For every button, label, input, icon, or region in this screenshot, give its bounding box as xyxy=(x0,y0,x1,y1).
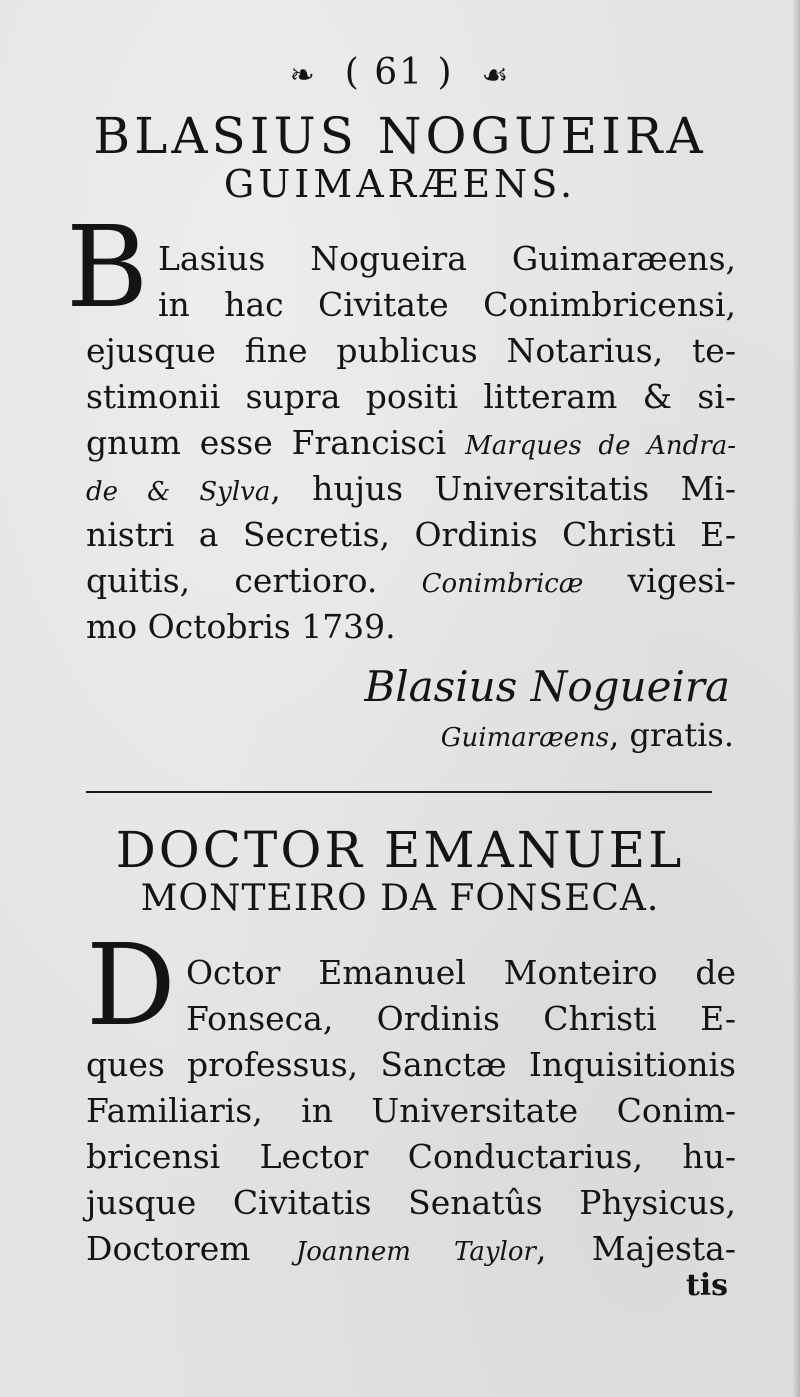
entry2-line-7: Doctorem Joannem Taylor, Majesta- xyxy=(86,1229,736,1268)
entry1-signature-line2: Guimaræens, gratis. xyxy=(440,716,734,754)
entry2-body xyxy=(86,950,736,1272)
entry1-line-1: Lasius Nogueira Guimaræens, xyxy=(158,239,736,278)
fleuron-right-icon: ☙ xyxy=(481,57,511,93)
entry1-line-8: quitis, certioro. Conimbricæ vigesi- xyxy=(86,561,736,600)
entry1-title-line2: GUIMARÆENS. xyxy=(223,162,577,206)
entry1-line-7: nistri a Secretis, Ordinis Christi E- xyxy=(86,515,736,554)
page-edge-shadow xyxy=(792,0,800,1397)
fleuron-left-icon: ❧ xyxy=(289,57,317,93)
entry1-line-4: stimonii supra positi litteram & si- xyxy=(86,377,736,416)
entry1-line-6: de & Sylva, hujus Universitatis Mi- xyxy=(86,469,736,508)
entry2-line-1: Octor Emanuel Monteiro de xyxy=(186,953,736,992)
entry1-line-3: ejusque fine publicus Notarius, te- xyxy=(86,331,736,370)
entry2-line-6: jusque Civitatis Senatûs Physicus, xyxy=(86,1183,736,1222)
entry1-signature-name: Blasius Nogueira xyxy=(364,662,730,711)
entry2-title-line1: DOCTOR EMANUEL xyxy=(115,821,685,879)
entry1-line-2: in hac Civitate Conimbricensi, xyxy=(158,285,736,324)
entry1-drop-cap: B xyxy=(66,203,149,333)
section-divider xyxy=(86,791,712,793)
entry2-line-3: ques professus, Sanctæ Inquisitionis xyxy=(86,1045,736,1084)
entry1-line-5: gnum esse Francisci Marques de Andra- xyxy=(86,423,736,462)
entry2-line-5: bricensi Lector Conductarius, hu- xyxy=(86,1137,736,1176)
page-number: ( 61 ) xyxy=(344,52,454,93)
entry1-line-9: mo Octobris 1739. xyxy=(86,607,396,646)
entry2-title-line2: MONTEIRO DA FONSECA. xyxy=(140,878,660,919)
entry1-body xyxy=(86,236,736,650)
catchword: tis xyxy=(685,1268,728,1303)
entry2-line-4: Familiaris, in Universitate Conim- xyxy=(86,1091,736,1130)
entry2-drop-cap: D xyxy=(86,921,176,1051)
page-header xyxy=(0,52,800,93)
entry1-title-line1: BLASIUS NOGUEIRA xyxy=(93,107,707,165)
entry2-line-2: Fonseca, Ordinis Christi E- xyxy=(186,999,736,1038)
